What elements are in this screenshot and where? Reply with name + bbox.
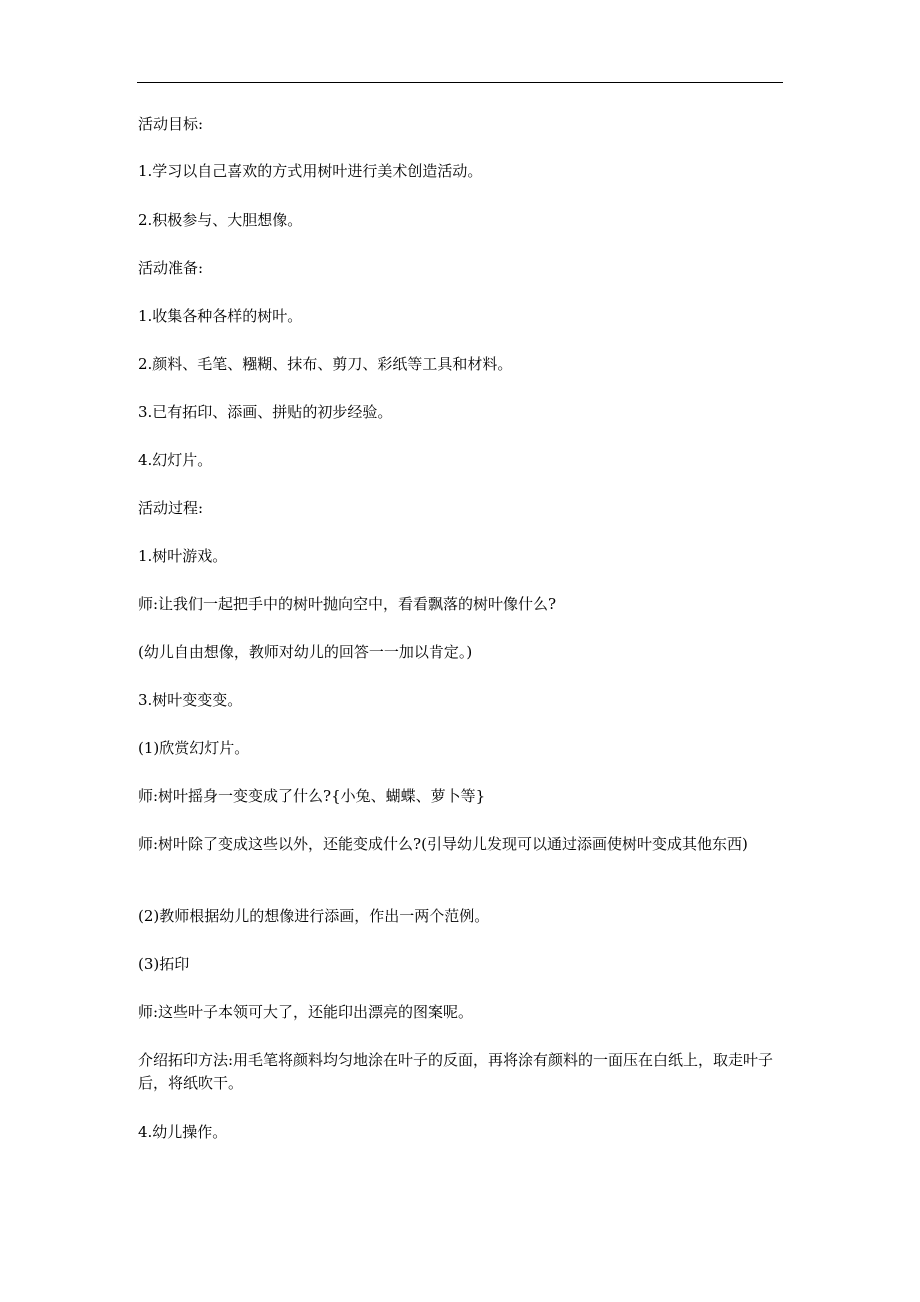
paragraph: (3)拓印 bbox=[138, 955, 190, 973]
paragraph: 2.颜料、毛笔、糨糊、抹布、剪刀、彩纸等工具和材料。 bbox=[138, 355, 513, 373]
paragraph: 4.幼儿操作。 bbox=[138, 1123, 228, 1141]
paragraph: 2.积极参与、大胆想像。 bbox=[138, 211, 303, 229]
paragraph: 师:这些叶子本领可大了，还能印出漂亮的图案呢。 bbox=[138, 1003, 474, 1021]
section-heading-process: 活动过程: bbox=[138, 499, 204, 517]
paragraph: 师:让我们一起把手中的树叶抛向空中，看看飘落的树叶像什么? bbox=[138, 595, 557, 613]
paragraph: 3.已有拓印、添画、拼贴的初步经验。 bbox=[138, 403, 393, 421]
header-rule bbox=[137, 82, 783, 83]
paragraph: 师:树叶摇身一变变成了什么?{小兔、蝴蝶、萝卜等} bbox=[138, 787, 486, 805]
paragraph: 介绍拓印方法:用毛笔将颜料均匀地涂在叶子的反面，再将涂有颜料的一面压在白纸上，取走叶子后，将纸吹干。 bbox=[138, 1051, 774, 1092]
section-heading-goals: 活动目标: bbox=[138, 115, 204, 133]
paragraph: (2)教师根据幼儿的想像进行添画，作出一两个范例。 bbox=[138, 907, 490, 925]
paragraph: 师:树叶除了变成这些以外，还能变成什么?(引导幼儿发现可以通过添画使树叶变成其他东西) bbox=[138, 835, 748, 853]
paragraph: (幼儿自由想像，教师对幼儿的回答一一加以肯定。) bbox=[138, 643, 473, 661]
paragraph: 1.收集各种各样的树叶。 bbox=[138, 307, 303, 325]
paragraph: 1.学习以自己喜欢的方式用树叶进行美术创造活动。 bbox=[138, 162, 483, 180]
section-heading-preparation: 活动准备: bbox=[138, 259, 204, 277]
paragraph: 1.树叶游戏。 bbox=[138, 547, 228, 565]
paragraph: (1)欣赏幻灯片。 bbox=[138, 739, 250, 757]
paragraph: 4.幻灯片。 bbox=[138, 451, 213, 469]
paragraph: 3.树叶变变变。 bbox=[138, 691, 243, 709]
